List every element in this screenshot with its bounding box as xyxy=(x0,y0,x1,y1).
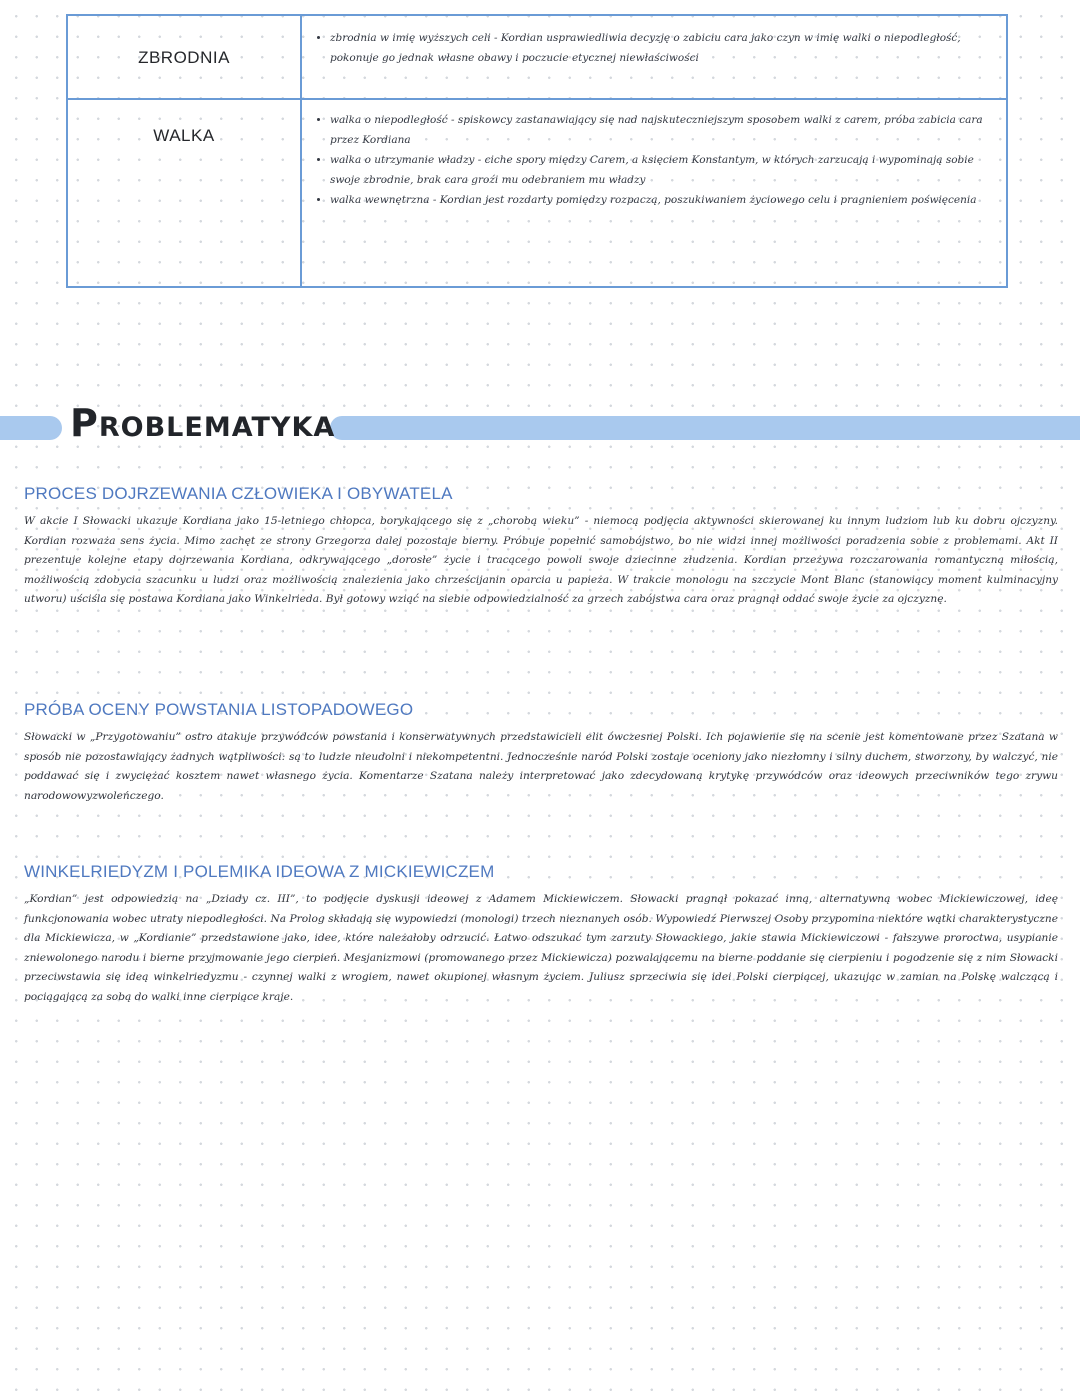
table-row xyxy=(68,16,1006,100)
list-item: • zbrodnia w imię wyższych celi - Kordian usprawiedliwia decyzję o zabiciu cara jako czyn w imię walki o niepodległość, pokonuje go jednak własne obawy i poczucie etycznej niewłaściwości xyxy=(330,28,996,68)
list-item: • walka wewnętrzna - Kordian jest rozdarty pomiędzy rozpaczą, poszukiwaniem życiowego celu i pragnieniem poświęcenia xyxy=(330,190,996,210)
section-heading: PROCES DOJRZEWANIA CZŁOWIEKA I OBYWATELA xyxy=(24,484,453,503)
row-content xyxy=(316,110,996,210)
section-text: Słowacki w „Przygotowaniu” ostro atakuje przywódców powstania i konserwatywnych przedstawicieli elit ówczesnej Polski. Ich pojawienie się na scenie jest komentowane przez Szatana w sposób nie pozostawiający żadnych wątpliwości: są to ludzie nieudolni i niekompetentni. Jednocześnie naród Polski zostaje oceniony jako niezłomny i silny duchem, stworzony, by walczyć, nie poddawać się i zwyciężać kosztem nawet własnego życia. Komentarze Szatana należy interpretować jako zdecydowaną krytykę przywódców oraz ideowych przeciwników tego zrywu narodowowyzwoleńczego. xyxy=(24,731,1058,802)
list-item: • walka o utrzymanie władzy - ciche spory między Carem, a księciem Konstantym, w których zarzucają i wypominają sobie swoje zbrodnie, brak cara groźi mu odebraniem mu władzy xyxy=(330,150,996,190)
banner-bar-left xyxy=(0,416,62,440)
section-text: „Kordian” jest odpowiedzią na „Dziady cz. III”, to podjęcie dyskusji ideowej z Adamem Mickiewiczem. Słowacki pragnął pokazać inną, alternatywną wobec Mickiewiczowej, ideę funkcjonowania wobec utraty niepodległości. Na Prolog składają się wypowiedzi (monologi) trzech nieznanych osób. Wypowiedź Pierwszej Osoby przypomina niektóre wątki charakterystyczne dla Mickiewicza, w „Kordianie” przedstawione jako, idee, które należałoby odrzucić. Łatwo odszukać tym zarzuty Słowackiego, jakie stawia Mickiewiczowi - fałszywe proroctwa, usypianie zniewolonego narodu i bierne przyjmowanie jego cierpień. Mesjanizmowi (promowanego przez Mickiewicza) pozwalającemu na bierne poddanie się cierpieniu i pogodzenie się z nim Słowacki przeciwstawia się ideą winkelriedyzmu - czynnej walki z wrogiem, nawet okupionej własnym życiem. Juliusz sprzeciwia się idei Polski cierpiącej, ukazując w zamian na Polskę walczącą i pociągającą za sobą do walki inne cierpiące kraje. xyxy=(24,893,1058,1003)
section-powstanie xyxy=(24,700,1058,806)
row-label-walka: WALKA xyxy=(153,126,215,145)
section-heading: WINKELRIEDYZM I POLEMIKA IDEOWA Z MICKIEWICZEM xyxy=(24,862,495,881)
section-banner xyxy=(0,401,1080,451)
list-item: • walka o niepodległość - spiskowcy zastanawiający się nad najskuteczniejszym sposobem walki z carem, próba zabicia cara przez Kordiana xyxy=(330,110,996,150)
row-label-zbrodnia: ZBRODNIA xyxy=(138,48,230,67)
themes-table xyxy=(66,14,1008,288)
section-text: W akcie I Słowacki ukazuje Kordiana jako 15-letniego chłopca, borykającego się z „chorobą wieku” - niemocą podjęcia aktywności skierowanej ku innym ludziom lub ku dobru ojczyzny. Kordian rozważa sens życia. Mimo zachęt ze strony Grzegorza dalej pozostaje bierny. Próbuje popełnić samobójstwo, bo nie widzi innej możliwości poradzenia sobie z problemami. Akt II prezentuje kolejne etapy dojrzewania Kordiana, odkrywającego „dorosłe” życie i tracącego powoli swoje dziecinne złudzenia. Kordian przeżywa rozczarowania romantyczną miłością, możliwością zdobycia szacunku u ludzi oraz możliwością znalezienia jako chrześcijanin oparcia u papieża. W trakcie monologu na szczycie Mont Blanc (stanowiący moment kulminacyjny utworu) uściśla się postawa Kordiana jako Winkelrieda. Był gotowy wziąć na siebie odpowiedzialność za grzech zabójstwa cara oraz pragnął oddać swoje życie za ojczyznę. xyxy=(24,515,1058,605)
table-row xyxy=(68,98,1006,286)
section-dojrzewanie xyxy=(24,484,1058,610)
banner-bar-right xyxy=(330,416,1080,440)
section-winkelriedyzm xyxy=(24,862,1058,1007)
section-heading: PRÓBA OCENY POWSTANIA LISTOPADOWEGO xyxy=(24,700,414,719)
row-content xyxy=(316,28,996,68)
banner-title: Problematyka xyxy=(70,401,336,445)
